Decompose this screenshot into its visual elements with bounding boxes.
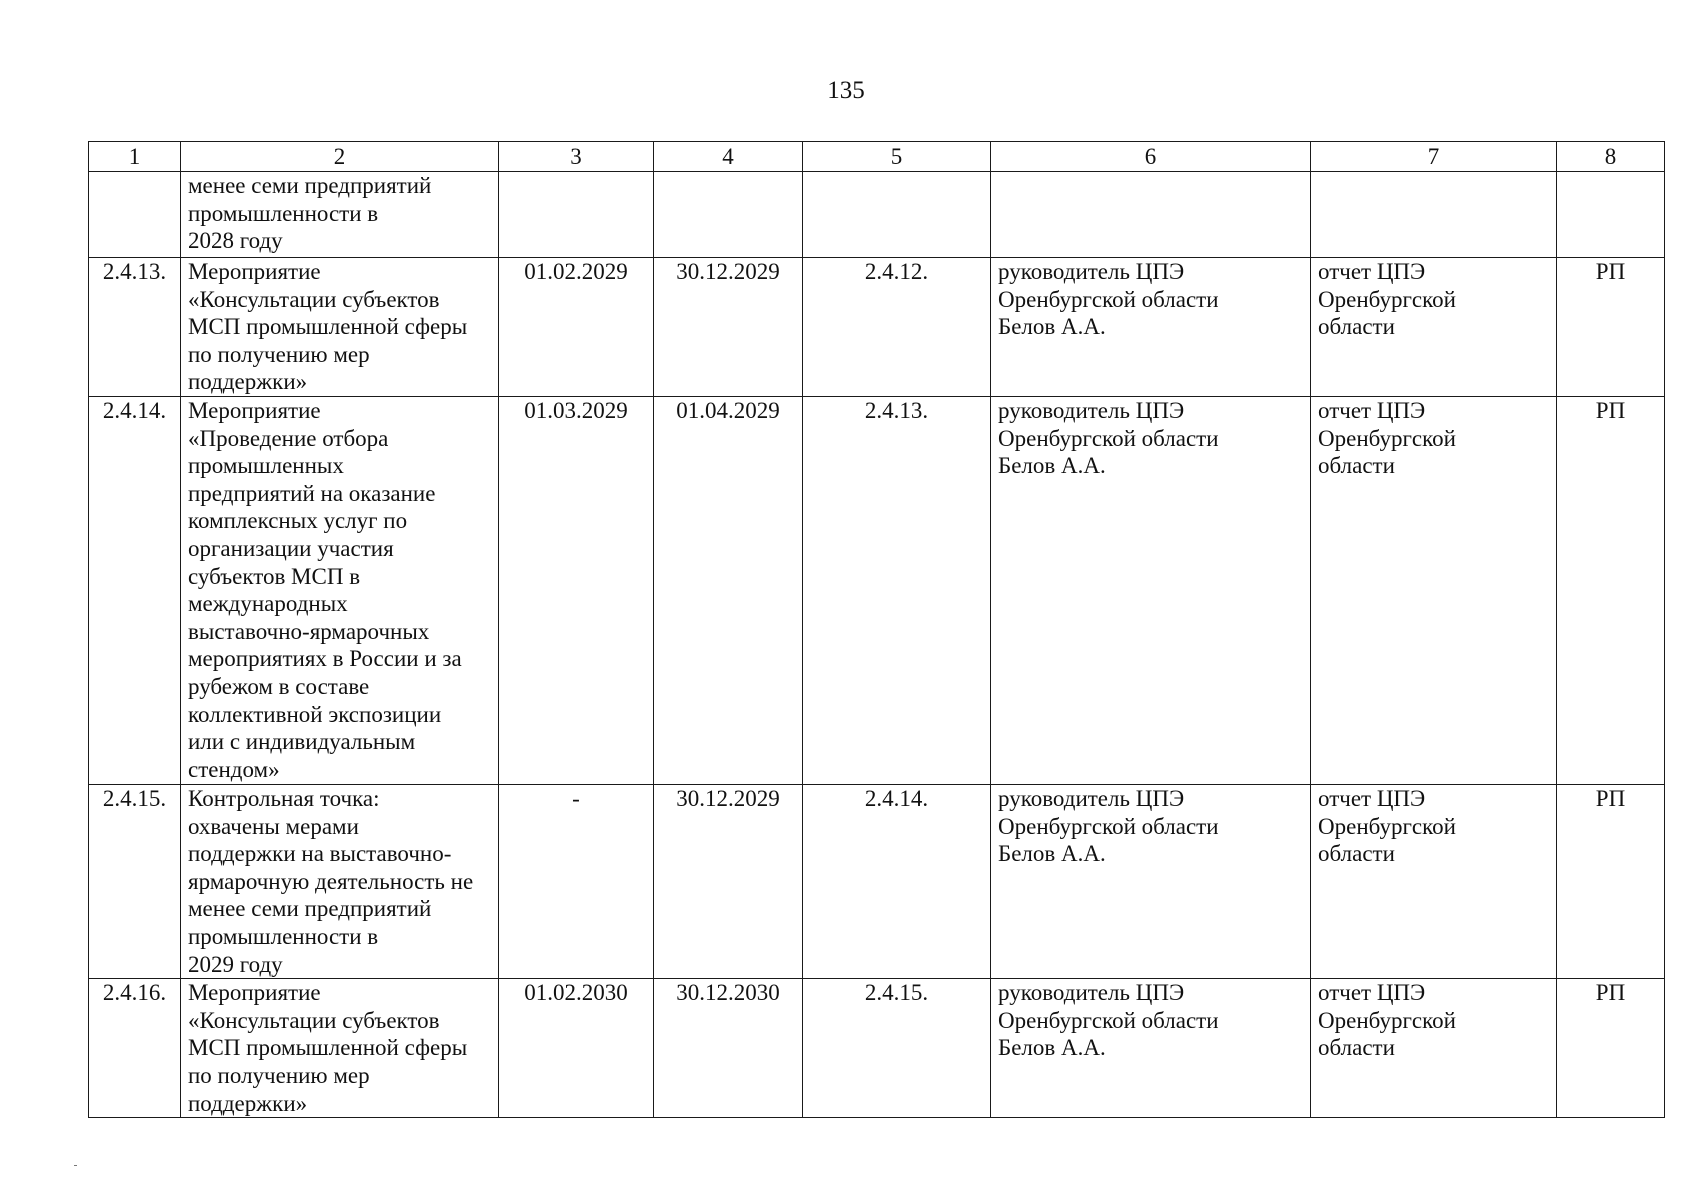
start-date: 01.03.2029 — [499, 396, 654, 784]
result-document: отчет ЦПЭ Оренбургской области — [1311, 784, 1557, 978]
end-date: 01.04.2029 — [654, 396, 803, 784]
column-header-7: 7 — [1311, 142, 1557, 172]
control-level — [1557, 172, 1665, 258]
end-date: 30.12.2030 — [654, 979, 803, 1118]
row-number — [89, 172, 181, 258]
result-document: отчет ЦПЭ Оренбургской области — [1311, 258, 1557, 397]
row-number: 2.4.14. — [89, 396, 181, 784]
start-date: - — [499, 784, 654, 978]
result-document — [1311, 172, 1557, 258]
control-level: РП — [1557, 258, 1665, 397]
start-date: 01.02.2030 — [499, 979, 654, 1118]
predecessor: 2.4.13. — [803, 396, 991, 784]
predecessor — [803, 172, 991, 258]
responsible-person: руководитель ЦПЭ Оренбургской области Белов А.А. — [991, 784, 1311, 978]
predecessor: 2.4.15. — [803, 979, 991, 1118]
activity-description: менее семи предприятий промышленности в 2028 году — [181, 172, 499, 258]
responsible-person: руководитель ЦПЭ Оренбургской области Белов А.А. — [991, 396, 1311, 784]
control-level: РП — [1557, 784, 1665, 978]
end-date: 30.12.2029 — [654, 258, 803, 397]
predecessor: 2.4.14. — [803, 784, 991, 978]
activity-description: Контрольная точка: охвачены мерами поддержки на выставочно- ярмарочную деятельность не менее семи предприятий промышленности в 2029 году — [181, 784, 499, 978]
column-header-6: 6 — [991, 142, 1311, 172]
activity-description: Мероприятие «Консультации субъектов МСП промышленной сферы по получению мер поддержки» — [181, 979, 499, 1118]
activity-description: Мероприятие «Консультации субъектов МСП промышленной сферы по получению мер поддержки» — [181, 258, 499, 397]
start-date — [499, 172, 654, 258]
result-document: отчет ЦПЭ Оренбургской области — [1311, 396, 1557, 784]
scan-speck — [74, 1165, 77, 1166]
page-number: 135 — [827, 77, 865, 104]
table-row — [89, 172, 1665, 258]
table-row — [89, 258, 1665, 397]
column-header-1: 1 — [89, 142, 181, 172]
predecessor: 2.4.12. — [803, 258, 991, 397]
row-number: 2.4.16. — [89, 979, 181, 1118]
activity-description: Мероприятие «Проведение отбора промышленных предприятий на оказание комплексных услуг по организации участия субъектов МСП в международных выставочно-ярмарочных мероприятиях в России и за рубежом в составе коллективной экспозиции или с индивидуальным стендом» — [181, 396, 499, 784]
control-level: РП — [1557, 979, 1665, 1118]
responsible-person: руководитель ЦПЭ Оренбургской области Белов А.А. — [991, 979, 1311, 1118]
end-date — [654, 172, 803, 258]
table-header-row — [89, 142, 1665, 172]
column-header-8: 8 — [1557, 142, 1665, 172]
column-header-3: 3 — [499, 142, 654, 172]
table-row — [89, 979, 1665, 1118]
row-number: 2.4.15. — [89, 784, 181, 978]
table-row — [89, 396, 1665, 784]
end-date: 30.12.2029 — [654, 784, 803, 978]
responsible-person — [991, 172, 1311, 258]
result-document: отчет ЦПЭ Оренбургской области — [1311, 979, 1557, 1118]
control-level: РП — [1557, 396, 1665, 784]
row-number: 2.4.13. — [89, 258, 181, 397]
column-header-5: 5 — [803, 142, 991, 172]
table-row — [89, 784, 1665, 978]
start-date: 01.02.2029 — [499, 258, 654, 397]
responsible-person: руководитель ЦПЭ Оренбургской области Белов А.А. — [991, 258, 1311, 397]
activity-table — [88, 141, 1665, 1118]
column-header-2: 2 — [181, 142, 499, 172]
column-header-4: 4 — [654, 142, 803, 172]
